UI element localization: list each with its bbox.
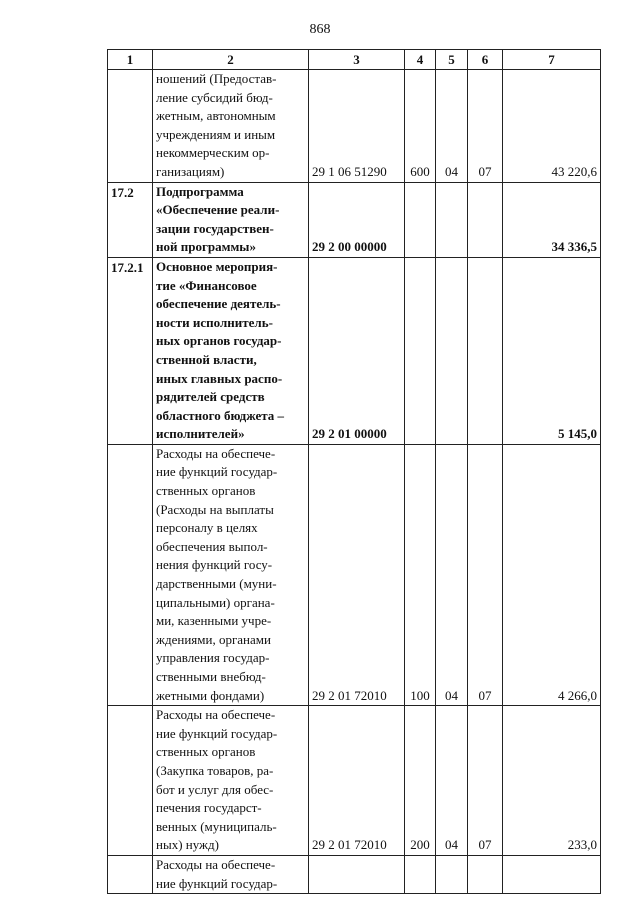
row-code: 29 2 01 00000: [309, 257, 405, 444]
row-subsection: [468, 257, 503, 444]
row-expense-type: [405, 182, 436, 257]
row-section: [436, 257, 468, 444]
table-row: [108, 70, 601, 183]
row-amount: 34 336,5: [503, 182, 601, 257]
page-number: 868: [309, 22, 331, 37]
header-col-7: 7: [503, 50, 601, 70]
header-col-2: 2: [153, 50, 309, 70]
header-col-5: 5: [436, 50, 468, 70]
table-row: [108, 182, 601, 257]
header-col-1: 1: [108, 50, 153, 70]
row-expense-type: [405, 257, 436, 444]
row-expense-type: 200: [405, 706, 436, 856]
row-amount: 5 145,0: [503, 257, 601, 444]
table-row: [108, 257, 601, 444]
row-number: 17.2.1: [108, 257, 153, 444]
row-number: 17.2: [108, 182, 153, 257]
row-subsection: [468, 855, 503, 893]
row-number: [108, 444, 153, 705]
row-description: Расходы на обеспече- ние функций государ- ственных органов (Закупка товаров, ра- бот и услуг для обес- печения государст- венных (муниципаль- ных) нужд): [153, 706, 309, 856]
row-code: 29 2 01 72010: [309, 706, 405, 856]
row-description: Основное мероприя- тие «Финансовое обеспечение деятель- ности исполнитель- ных органов государ- ственной власти, иных главных распо- рядителей средств областного бюджета – исполнителей»: [153, 257, 309, 444]
row-section: 04: [436, 706, 468, 856]
header-col-3: 3: [309, 50, 405, 70]
row-subsection: 07: [468, 70, 503, 183]
row-subsection: 07: [468, 444, 503, 705]
row-amount: 4 266,0: [503, 444, 601, 705]
row-section: 04: [436, 70, 468, 183]
row-subsection: [468, 182, 503, 257]
table-row: [108, 706, 601, 856]
row-section: [436, 855, 468, 893]
row-expense-type: [405, 855, 436, 893]
row-code: 29 1 06 51290: [309, 70, 405, 183]
row-description: ношений (Предостав- ление субсидий бюд- жетным, автономным учреждениям и иным некоммерческим ор- ганизациям): [153, 70, 309, 183]
row-number: [108, 706, 153, 856]
row-description: Расходы на обеспече- ние функций государ-: [153, 855, 309, 893]
budget-table: [107, 49, 601, 894]
header-col-6: 6: [468, 50, 503, 70]
row-description: Подпрограмма «Обеспечение реали- зации государствен- ной программы»: [153, 182, 309, 257]
row-code: 29 2 01 72010: [309, 444, 405, 705]
table-row: [108, 444, 601, 705]
table-row: [108, 855, 601, 893]
row-expense-type: 600: [405, 70, 436, 183]
row-subsection: 07: [468, 706, 503, 856]
row-code: 29 2 00 00000: [309, 182, 405, 257]
row-section: 04: [436, 444, 468, 705]
row-amount: 43 220,6: [503, 70, 601, 183]
header-col-4: 4: [405, 50, 436, 70]
row-section: [436, 182, 468, 257]
row-expense-type: 100: [405, 444, 436, 705]
row-number: [108, 855, 153, 893]
row-amount: 233,0: [503, 706, 601, 856]
row-amount: [503, 855, 601, 893]
header-row: [108, 50, 601, 70]
row-code: [309, 855, 405, 893]
row-description: Расходы на обеспече- ние функций государ- ственных органов (Расходы на выплаты персоналу в целях обеспечения выпол- нения функций госу- дарственными (муни- ципальными) органа- ми, казенными учре- ждениями, органами управления государ- ственными внебюд- жетными фондами): [153, 444, 309, 705]
row-number: [108, 70, 153, 183]
